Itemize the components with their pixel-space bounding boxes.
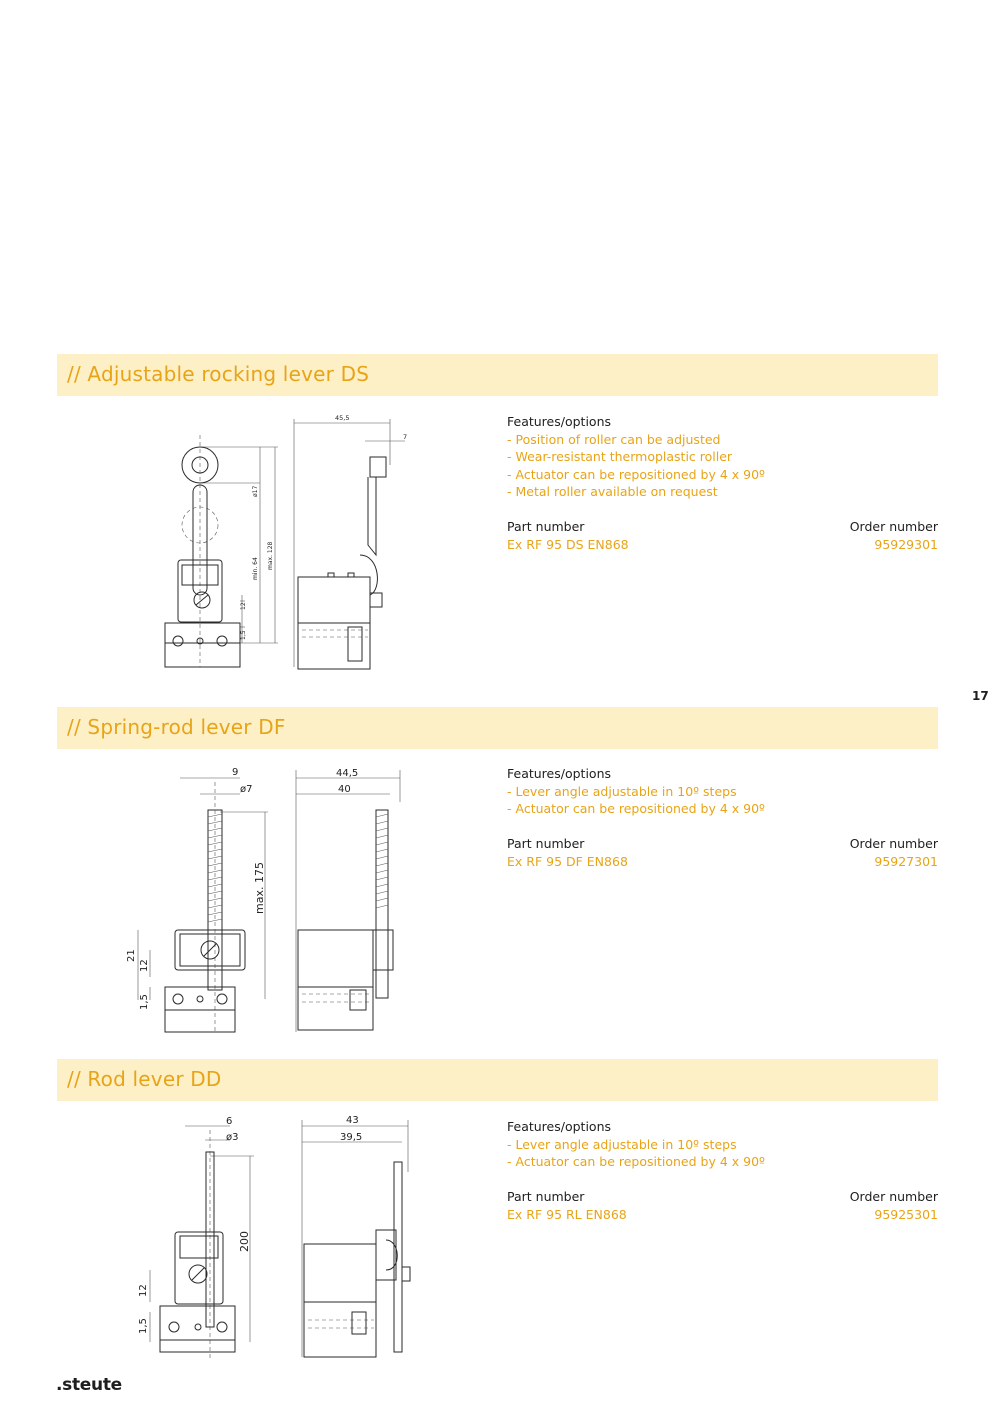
feature-item: - Actuator can be repositioned by 4 x 90º: [507, 1154, 765, 1170]
drawing-ds-side: [290, 405, 408, 670]
feature-item: - Lever angle adjustable in 10º steps: [507, 783, 737, 799]
section-header-df: [57, 707, 938, 749]
drawing-dd-side: [290, 1112, 420, 1362]
dim-width-inner: 39,5: [340, 1132, 363, 1143]
dim-min: min. 64: [252, 557, 259, 580]
dim-len: 200: [238, 1231, 251, 1252]
dim-dia: ø17: [252, 485, 259, 497]
section-header-ds: [57, 354, 938, 396]
dim-max: max. 175: [253, 862, 266, 914]
drawing-df-front: [110, 762, 270, 1037]
dim-12: 12: [139, 959, 150, 972]
dim-12: 12: [240, 602, 247, 610]
section-header-dd: [57, 1059, 938, 1101]
dim-width-total: 43: [346, 1115, 359, 1126]
features-header: Features/options: [507, 766, 611, 781]
feature-item: - Metal roller available on request: [507, 484, 718, 500]
dim-12: 12: [138, 1284, 149, 1297]
dim-15: 1,5: [240, 630, 247, 640]
drawing-df-side: [290, 762, 410, 1037]
order-number-value: 95929301: [874, 536, 938, 552]
dim-15: 1,5: [139, 994, 150, 1010]
dim-max: max. 128: [267, 541, 274, 570]
dim-width-total: 44,5: [336, 768, 359, 779]
dim-width: 45,5: [335, 414, 350, 422]
drawing-dd-front: [130, 1112, 265, 1362]
part-number-label: Part number: [507, 1189, 585, 1204]
feature-item: - Actuator can be repositioned by 4 x 90º: [507, 466, 765, 482]
features-df: [507, 765, 938, 818]
dim-width-inner: 40: [338, 784, 351, 795]
dim-offset: 7: [403, 433, 408, 441]
part-number-label: Part number: [507, 836, 585, 851]
features-header: Features/options: [507, 1119, 611, 1134]
order-number-label: Order number: [849, 519, 938, 534]
section-title: // Spring-rod lever DF: [67, 715, 286, 739]
feature-item: - Wear-resistant thermoplastic roller: [507, 449, 733, 465]
section-title: // Rod lever DD: [67, 1067, 222, 1091]
dim-21: 21: [126, 949, 137, 962]
feature-item: - Position of roller can be adjusted: [507, 431, 721, 447]
part-number-value: Ex RF 95 RL EN868: [507, 1206, 627, 1222]
features-header: Features/options: [507, 414, 611, 429]
part-number-value: Ex RF 95 DS EN868: [507, 536, 629, 552]
section-title: // Adjustable rocking lever DS: [67, 362, 370, 386]
dim-15: 1,5: [138, 1318, 149, 1334]
feature-item: - Lever angle adjustable in 10º steps: [507, 1136, 737, 1152]
part-number-value: Ex RF 95 DF EN868: [507, 853, 628, 869]
feature-item: - Actuator can be repositioned by 4 x 90º: [507, 801, 765, 817]
features-ds: [507, 413, 938, 501]
features-dd: [507, 1118, 938, 1171]
brand-logo: .steute: [56, 1375, 122, 1395]
dim-w: 9: [232, 767, 239, 778]
part-number-label: Part number: [507, 519, 585, 534]
order-number-value: 95925301: [874, 1206, 938, 1222]
order-number-label: Order number: [849, 836, 938, 851]
order-number-value: 95927301: [874, 853, 938, 869]
dim-dia: ø7: [240, 784, 253, 795]
order-number-label: Order number: [849, 1189, 938, 1204]
dim-w: 6: [226, 1116, 233, 1127]
dim-dia: ø3: [226, 1132, 239, 1143]
page-number: 17: [972, 689, 989, 703]
drawing-ds-front: [160, 405, 290, 670]
